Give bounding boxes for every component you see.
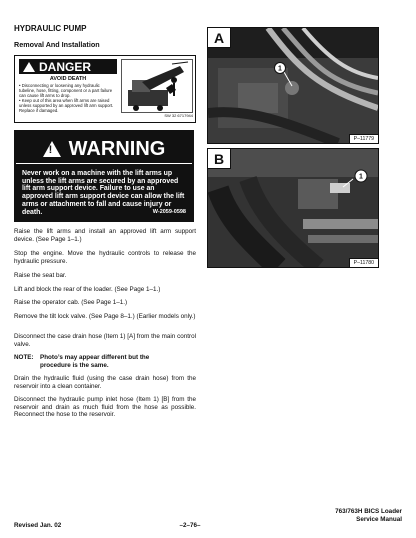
- note: [14, 354, 196, 369]
- photo-a-code: P–11779: [349, 134, 378, 143]
- photo-a-callout: 1: [278, 65, 282, 73]
- section-title: HYDRAULIC PUMP: [14, 24, 87, 33]
- photo-b-callout: 1: [359, 173, 363, 181]
- danger-item: • Keep out of this area when lift arms are raised unless supported by an approved lift arm support. Replace if damaged.: [19, 98, 117, 113]
- warning-code: W-2059-0598: [152, 209, 186, 215]
- photo-b-code: P–11780: [349, 258, 378, 267]
- danger-header: [19, 59, 117, 74]
- step-text: Stop the engine. Move the hydraulic controls to release the hydraulic pressure.: [14, 250, 196, 265]
- step-text: Remove the tilt lock valve. (See Page 8–1.) (Earlier models only.): [14, 313, 196, 320]
- danger-pictogram: [121, 59, 193, 113]
- reservoir-hose-photo: [208, 149, 378, 267]
- step-text: Raise the operator cab. (See Page 1–1.): [14, 299, 128, 306]
- danger-decal: [14, 55, 196, 123]
- section-subtitle: Removal And Installation: [14, 40, 100, 49]
- note-line2: procedure is the same.: [40, 361, 109, 369]
- photo-b-label: B: [208, 149, 231, 169]
- footer-page-number: –2–76–: [179, 522, 201, 529]
- danger-item: • Disconnecting or loosening any hydraulic tubeline, hose, fitting, component or a part failure can cause lift arms to drop.: [19, 83, 117, 98]
- step-text: Drain the hydraulic fluid (using the case drain hose) from the reservoir into a clean container.: [14, 375, 196, 390]
- step-text: Raise the lift arms and install an approved lift arm support device. (See Page 1–1.): [14, 228, 196, 243]
- warning-decal: [14, 130, 194, 222]
- danger-subheader: AVOID DEATH: [49, 76, 87, 82]
- note-label: NOTE:: [14, 354, 34, 361]
- photo-a-label: A: [208, 28, 231, 48]
- warning-header: [16, 135, 192, 164]
- footer-manual-line1: 763/763H BICS Loader: [335, 508, 402, 515]
- hydraulic-valve-photo: [208, 28, 378, 143]
- danger-warning-icon: [23, 62, 35, 72]
- photo-a: [207, 27, 379, 144]
- step-text: Raise the seat bar.: [14, 272, 67, 279]
- footer-manual-title: [335, 508, 402, 523]
- warning-text: Never work on a machine with the lift arms up unless the lift arms are secured by an approved lift arm support device. Failure to use an approved lift arm support device can allow the lift arms or attachment to fall and cause injury or death.: [22, 170, 185, 216]
- step-text: Lift and block the rear of the loader. (See Page 1–1.): [14, 286, 161, 293]
- footer-revised: Revised Jan. 02: [14, 522, 62, 529]
- warning-header-text: WARNING: [68, 137, 166, 160]
- footer-manual-line2: Service Manual: [356, 515, 402, 523]
- note-line1: Photo’s may appear different but the: [40, 354, 150, 361]
- warning-triangle-icon: !: [43, 141, 61, 157]
- danger-code: SW 32 6717944: [164, 113, 193, 118]
- step-text: Disconnect the case drain hose (Item 1) [A] from the main control valve.: [14, 333, 196, 348]
- danger-header-text: DANGER: [39, 59, 92, 74]
- danger-list: [19, 83, 117, 114]
- step-text: Disconnect the hydraulic pump inlet hose (Item 1) [B] from the reservoir and drain as much fluid from the hose as possible. Reconnect the hose to the reservoir.: [14, 396, 196, 419]
- photo-b: [207, 148, 379, 268]
- crushing-hazard-icon: [122, 60, 192, 112]
